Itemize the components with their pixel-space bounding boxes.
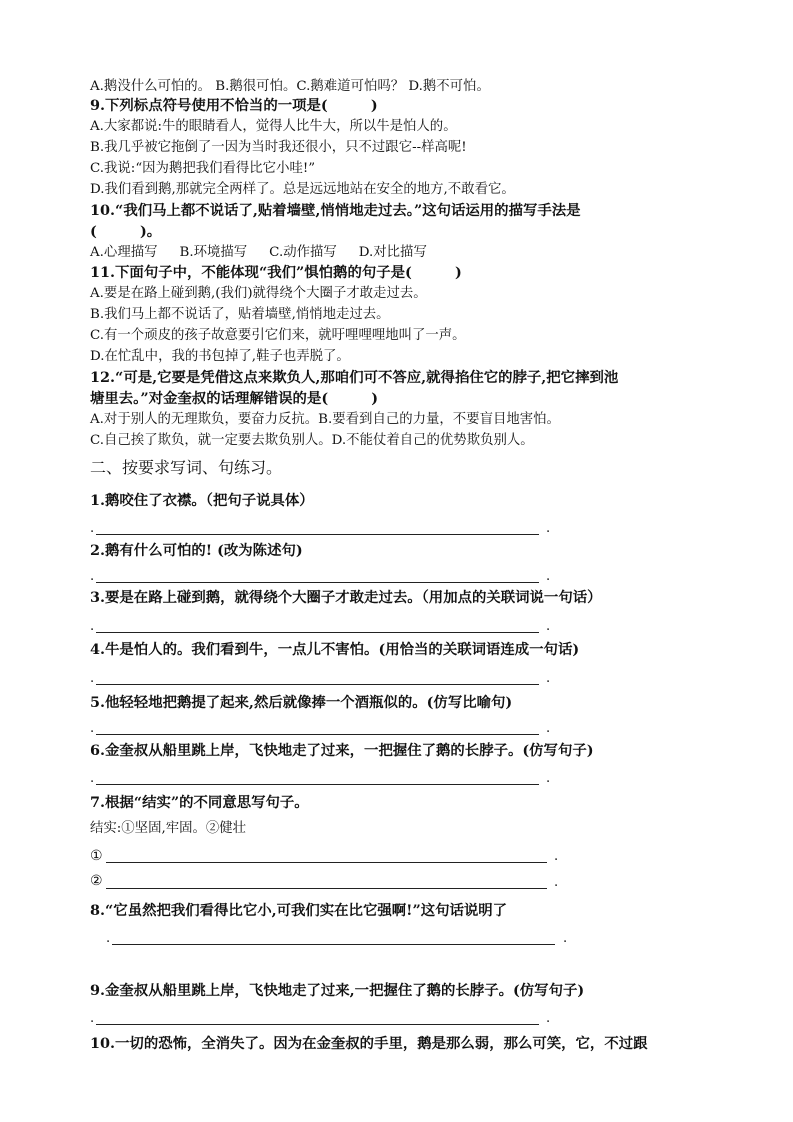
q9-option-a: A.大家都说:牛的眼睛看人，觉得人比牛大，所以牛是怕人的。 [90, 119, 457, 134]
s2-item-8: 8.“它虽然把我们看得比它小,可我们实在比它强啊!”这句话说明了 [90, 902, 508, 919]
s2-item-9-answer-line[interactable] [96, 1024, 539, 1025]
s2-item-7: 7.根据“结实”的不同意思写句子。 [90, 794, 309, 811]
q9-option-b: B.我几乎被它拖倒了一因为当时我还很小，只不过跟它--样高呢! [90, 140, 467, 155]
q12-options-ab: A.对于别人的无理欺负，要奋力反抗。B.要看到自己的力量，不要盲目地害怕。 [90, 412, 560, 427]
q11-option-b: B.我们马上都不说话了，贴着墙壁,悄悄地走过去。 [90, 307, 390, 322]
s2-item-5-answer-line[interactable] [96, 734, 539, 735]
s2-item-9: 9.金奎叔从船里跳上岸，飞快地走了过来,一把握住了鹅的长脖子。(仿写句子) [90, 982, 585, 999]
s2-item-7-circle-1: ① [90, 848, 103, 864]
q10-options [90, 244, 427, 262]
s2-item-5: 5.他轻轻地把鹅提了起来,然后就像捧一个酒瓶似的。(仿写比喻句) [90, 694, 513, 711]
s2-item-3: 3.要是在路上碰到鹅，就得绕个大圈子才敢走过去。（用加点的关联词说一句话） [90, 589, 602, 606]
s2-item-2-answer-line[interactable] [96, 582, 539, 583]
s2-item-7-end-dot-1: . [554, 849, 559, 864]
s2-item-2: 2.鹅有什么可怕的! (改为陈述句) [90, 542, 303, 559]
q12-stem-cont: 塘里去。”对金奎叔的话理解错误的是( ) [90, 390, 379, 407]
s2-item-2-end-dot: . [546, 569, 551, 584]
s2-item-6-end-dot: . [546, 771, 551, 786]
s2-item-7-answer-line-2[interactable] [106, 888, 547, 889]
q10-stem-cont: ( )。 [90, 223, 162, 240]
s2-item-1-answer-line[interactable] [96, 534, 539, 535]
q10-option-c: C.动作描写 [269, 245, 337, 260]
q10-option-d: D.对比描写 [358, 245, 427, 260]
s2-item-7-answer-line-1[interactable] [106, 862, 547, 863]
s2-item-9-end-dot: . [546, 1011, 551, 1026]
q10-option-b: B.环境描写 [179, 245, 248, 260]
s2-item-9-dot: . [90, 1011, 95, 1026]
s2-item-8-dot: . [106, 931, 111, 946]
q9-option-d: D.我们看到鹅,那就完全两样了。总是远远地站在安全的地方,不敢看它。 [90, 182, 515, 197]
q12-stem: 12.“可是,它要是凭借这点来欺负人,那咱们可不答应,就得掐住它的脖子,把它摔到池 [90, 369, 619, 386]
s2-item-3-dot: . [90, 619, 95, 634]
q12-options-cd: C.自己挨了欺负，就一定要去欺负别人。D.不能仗着自己的优势欺负别人。 [90, 433, 534, 448]
s2-item-7-circle-2: ② [90, 873, 103, 889]
section-2-title: 二、按要求写词、句练习。 [90, 458, 283, 477]
q10-stem: 10.“我们马上都不说话了,贴着墙壁,悄悄地走过去。”这句话运用的描写手法是 [90, 202, 581, 219]
s2-item-5-end-dot: . [546, 721, 551, 736]
s2-item-1-end-dot: . [546, 521, 551, 536]
s2-item-6: 6.金奎叔从船里跳上岸，飞快地走了过来，一把握住了鹅的长脖子。(仿写句子) [90, 742, 594, 759]
s2-item-2-dot: . [90, 569, 95, 584]
q11-stem: 11.下面句子中，不能体现“我们”惧怕鹅的句子是( ) [90, 264, 462, 281]
s2-item-4-answer-line[interactable] [96, 684, 539, 685]
s2-item-8-answer-line[interactable] [112, 944, 555, 945]
s2-item-5-dot: . [90, 721, 95, 736]
q11-option-a: A.要是在路上碰到鹅,(我们)就得绕个大圈子才敢走过去。 [90, 286, 427, 301]
s2-item-3-end-dot: . [546, 619, 551, 634]
q11-option-d: D.在忙乱中，我的书包掉了,鞋子也弄脱了。 [90, 349, 350, 364]
s2-item-4: 4.牛是怕人的。我们看到牛，一点儿不害怕。(用恰当的关联词语连成一句话) [90, 641, 580, 658]
s2-item-8-end-dot: . [563, 931, 568, 946]
q8-options: A.鹅没什么可怕的。 B.鹅很可怕。C.鹅难道可怕吗？ D.鹅不可怕。 [90, 79, 490, 94]
s2-item-1: 1.鹅咬住了衣襟。（把句子说具体） [90, 492, 314, 509]
s2-item-6-answer-line[interactable] [96, 784, 539, 785]
s2-item-3-answer-line[interactable] [96, 632, 539, 633]
s2-item-1-dot: . [90, 521, 95, 536]
s2-item-7-meanings: 结实:①坚固,牢固。②健壮 [90, 821, 247, 836]
q11-option-c: C.有一个顽皮的孩子故意要引它们来，就吁哩哩哩地叫了一声。 [90, 328, 466, 343]
q9-option-c: C.我说:“因为鹅把我们看得比它小哇!” [90, 161, 316, 176]
q10-option-a: A.心理描写 [90, 245, 158, 260]
q9-stem: 9.下列标点符号使用不恰当的一项是( ) [90, 97, 378, 114]
s2-item-6-dot: . [90, 771, 95, 786]
s2-item-4-end-dot: . [546, 671, 551, 686]
s2-item-7-end-dot-2: . [554, 875, 559, 890]
s2-item-10: 10.一切的恐怖，全消失了。因为在金奎叔的手里，鹅是那么弱，那么可笑，它，不过跟 [90, 1035, 648, 1052]
s2-item-4-dot: . [90, 671, 95, 686]
